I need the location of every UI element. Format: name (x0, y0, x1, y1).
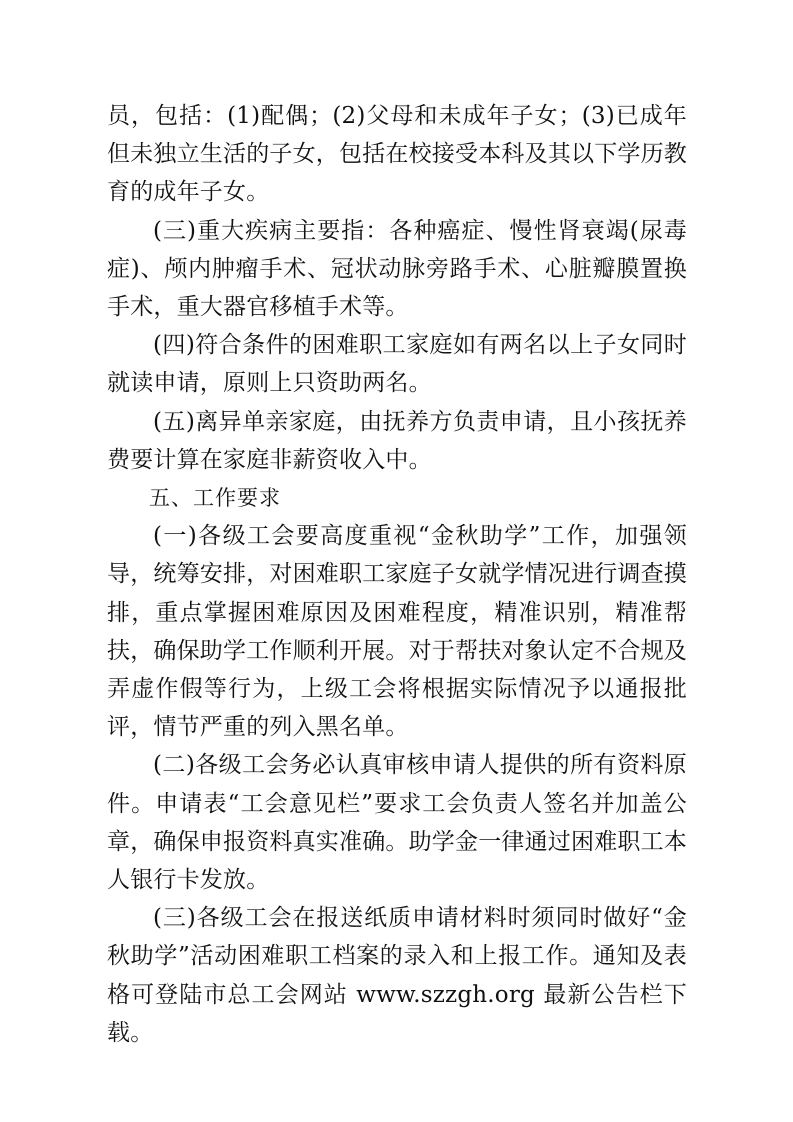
paragraph-requirement-1: (一)各级工会要高度重视“金秋助学”工作，加强领导，统筹安排，对困难职工家庭子女就学情况进行调查摸排，重点掌握困难原因及困难程度，精准识别，精准帮扶，确保助学工作顺利开展。对于帮扶对象认定不合规及弄虚作假等行为，上级工会将根据实际情况予以通报批评，情节严重的列入黑名单。 (107, 523, 687, 741)
paragraph-single-parent: (五)离异单亲家庭，由抚养方负责申请，且小孩抚养费要计算在家庭非薪资收入中。 (107, 408, 687, 473)
paragraph-family-members: 员，包括：(1)配偶；(2)父母和未成年子女；(3)已成年但未独立生活的子女，包括在校接受本科及其以下学历教育的成年子女。 (107, 103, 687, 206)
paragraph-multiple-children: (四)符合条件的困难职工家庭如有两名以上子女同时就读申请，原则上只资助两名。 (107, 332, 687, 397)
paragraph-requirement-2: (二)各级工会务必认真审核申请人提供的所有资料原件。申请表“工会意见栏”要求工会负责人签名并加盖公章，确保申报资料真实准确。助学金一律通过困难职工本人银行卡发放。 (107, 752, 687, 894)
paragraph-requirement-3: (三)各级工会在报送纸质申请材料时须同时做好“金秋助学”活动困难职工档案的录入和上报工作。通知及表格可登陆市总工会网站 www.szzgh.org 最新公告栏下载。 (107, 905, 687, 1046)
document-page (107, 97, 687, 1052)
section-heading-work-requirements: 五、工作要求 (149, 486, 281, 511)
paragraph-major-illness: (三)重大疾病主要指：各种癌症、慢性肾衰竭(尿毒症)、颅内肿瘤手术、冠状动脉旁路手术、心脏瓣膜置换手术，重大器官移植手术等。 (107, 217, 687, 321)
